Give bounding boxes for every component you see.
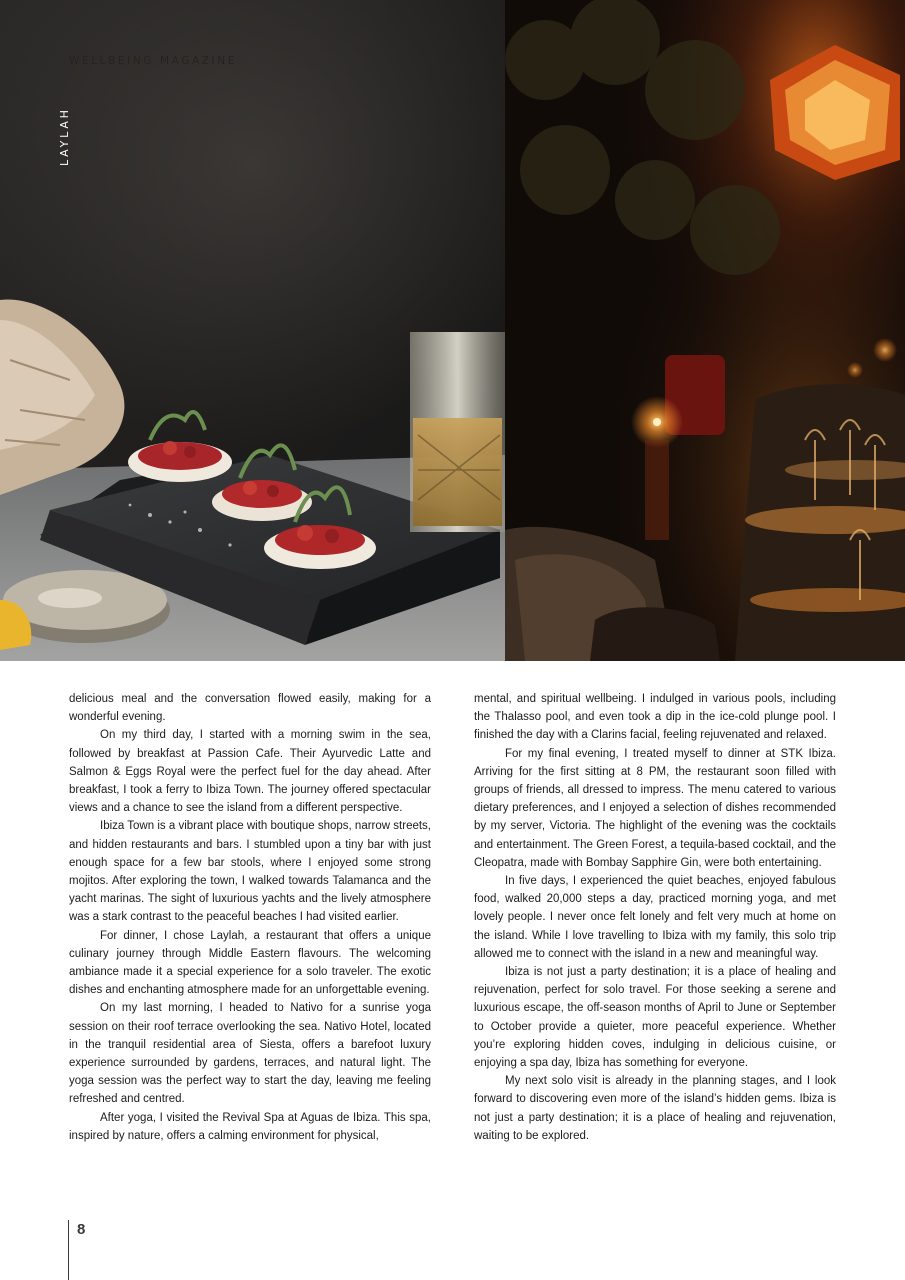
paragraph: mental, and spiritual wellbeing. I indulged in various pools, including the Thalasso pool, and even took a dip in the ice-cold plunge pool. I finished the day with a Clarins facial, feeling rejuvenated and relaxed. — [474, 693, 836, 742]
food-photo — [0, 0, 505, 661]
paragraph: On my third day, I started with a morning swim in the sea, followed by breakfast at Passion Cafe. Their Ayurvedic Latte and Salmon & Eggs Royal were the perfect fuel for the day ahead. After breakfast, I took a ferry to Ibiza Town. The journey offered spectacular views and a chance to see the island from a different perspective. — [69, 729, 431, 815]
paragraph: My next solo visit is already in the planning stages, and I look forward to discovering even more of the island’s hidden gems. Ibiza is not just a party destination; it is a place of healing and rejuvenation, waiting to be explored. — [474, 1075, 836, 1142]
paragraph: For my final evening, I treated myself to dinner at STK Ibiza. Arriving for the first sitting at 8 PM, the restaurant soon filled with groups of friends, all dressed to impress. The menu catered to various dietary preferences, and I enjoyed a selection of dishes recommended by my server, Victoria. The highlight of the evening was the cocktails and entertainment. The Green Forest, a tequila-based cocktail, and the Cleopatra, made with Bombay Sapphire Gin, were both entertaining. — [474, 747, 836, 869]
paragraph: Ibiza is not just a party destination; it is a place of healing and rejuvenation, perfect for solo travel. For those seeking a serene and luxurious escape, the off-season months of April to June or September to October provide a quieter, more peaceful experience. Whether you’re exploring hidden coves, indulging in delicious cuisine, or enjoying a spa day, Ibiza has something for everyone. — [474, 966, 836, 1070]
article-column-left — [69, 690, 431, 1145]
paragraph: On my last morning, I headed to Nativo for a sunrise yoga session on their roof terrace overlooking the sea. Nativo Hotel, located in the tranquil residential area of Siesta, offers a barefoot luxury experience surrounded by gardens, terraces, and natural light. The yoga session was the perfect way to start the day, leaving me feeling refreshed and centred. — [69, 1002, 431, 1106]
folio-rule — [68, 1220, 69, 1280]
paragraph: After yoga, I visited the Revival Spa at Aguas de Ibiza. This spa, inspired by nature, offers a calming environment for physical, — [69, 1111, 431, 1142]
magazine-name: WELLBEING MAGAZINE — [69, 55, 237, 67]
article-column-right — [474, 690, 836, 1145]
restaurant-photo — [505, 0, 905, 661]
paragraph: Ibiza Town is a vibrant place with boutique shops, narrow streets, and hidden restaurants and bars. I stumbled upon a tiny bar with just enough space for a few bar stools, where I enjoyed some strong mojitos. After exploring the town, I walked towards Talamanca and the yacht marinas. The sight of luxurious yachts and the lively atmosphere was a stark contrast to the peaceful beaches I had visited earlier. — [69, 820, 431, 924]
paragraph: In five days, I experienced the quiet beaches, enjoyed fabulous food, walked 20,000 steps a day, practiced morning yoga, and met lovely people. I never once felt lonely and felt very much at home on the island. While I love travelling to Ibiza with my family, this solo trip allowed me to connect with the island in a new and meaningful way. — [474, 875, 836, 960]
page-number: 8 — [77, 1221, 86, 1238]
paragraph: delicious meal and the conversation flowed easily, making for a wonderful evening. — [69, 693, 431, 724]
paragraph: For dinner, I chose Laylah, a restaurant that offers a unique culinary journey through Middle Eastern flavours. The welcoming ambiance made it a special experience for a solo traveler. The exotic dishes and enchanting atmosphere made for an unforgettable evening. — [69, 929, 431, 997]
section-tag: LAYLAH — [58, 107, 71, 166]
